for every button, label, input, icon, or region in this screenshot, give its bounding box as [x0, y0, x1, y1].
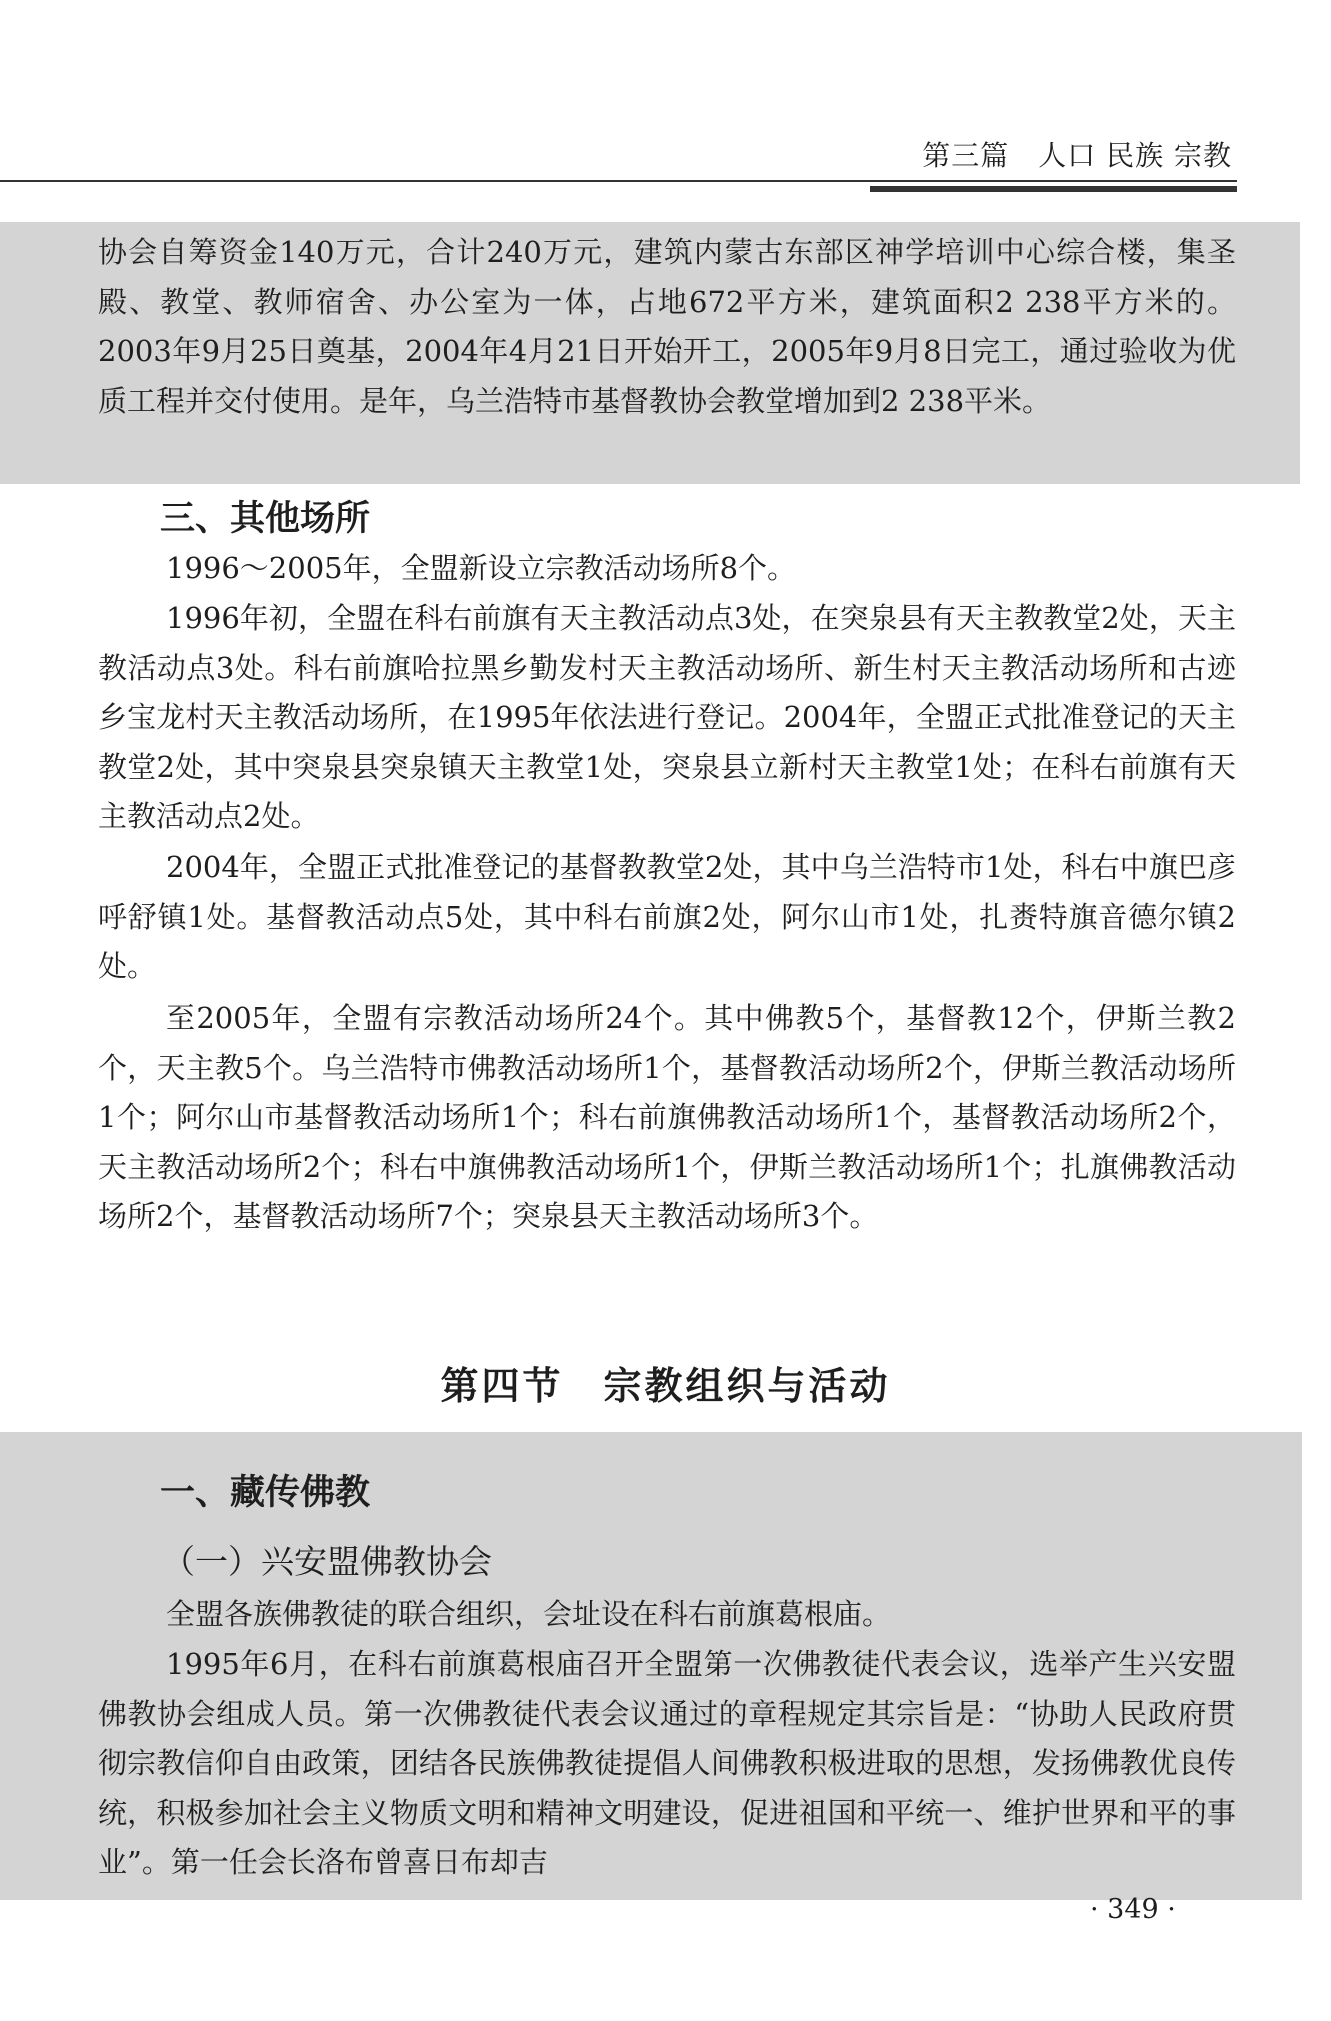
page-number: · 349 ·	[1090, 1894, 1176, 1925]
running-header: 第三篇 人口 民族 宗教	[922, 139, 1232, 172]
heading-tibetan-buddhism: 一、藏传佛教	[160, 1473, 371, 1513]
paragraph-association-seat: 全盟各族佛教徒的联合组织，会址设在科右前旗葛根庙。	[166, 1597, 892, 1631]
section-number: 第四节	[440, 1364, 564, 1408]
paragraph-protestant-sites: 2004年，全盟正式批准登记的基督教教堂2处，其中乌兰浩特市1处，科右中旗巴彦呼舒镇1处。基督教活动点5处，其中科右前旗2处，阿尔山市1处，扎赉特旗音德尔镇2处。	[98, 850, 1236, 983]
paragraph-catholic-sites: 1996年初，全盟在科右前旗有天主教活动点3处，在突泉县有天主教教堂2处，天主教活动点3处。科右前旗哈拉黑乡勤发村天主教活动场所、新生村天主教活动场所和古迹乡宝龙村天主教活动场所，在1995年依法进行登记。2004年，全盟正式批准登记的天主教堂2处，其中突泉县突泉镇天主教堂1处，突泉县立新村天主教堂1处；在科右前旗有天主教活动点2处。	[98, 601, 1236, 833]
paragraph-new-sites: 1996～2005年，全盟新设立宗教活动场所8个。	[166, 551, 797, 585]
paragraph-first-congress: 1995年6月，在科右前旗葛根庙召开全盟第一次佛教徒代表会议，选举产生兴安盟佛教协会组成人员。第一次佛教徒代表会议通过的章程规定其宗旨是：“协助人民政府贯彻宗教信仰自由政策，团结各民族佛教徒提倡人间佛教积极进取的思想，发扬佛教优良传统，积极参加社会主义物质文明和精神文明建设，促进祖国和平统一、维护世界和平的事业”。第一任会长洛布曾喜日布却吉	[98, 1647, 1236, 1879]
paragraph-continued: 协会自筹资金140万元，合计240万元，建筑内蒙古东部区神学培训中心综合楼，集圣殿、教堂、教师宿舍、办公室为一体，占地672平方米，建筑面积2 238平方米的。2003年9月25日奠基，2004年4月21日开始开工，2005年9月8日完工，通过验收为优质工程并交付使用。是年，乌兰浩特市基督教协会教堂增加到2 238平米。	[98, 235, 1236, 418]
paragraph-total-sites: 至2005年，全盟有宗教活动场所24个。其中佛教5个，基督教12个，伊斯兰教2个，天主教5个。乌兰浩特市佛教活动场所1个，基督教活动场所2个，伊斯兰教活动场所1个；阿尔山市基督教活动场所1个；科右前旗佛教活动场所1个，基督教活动场所2个，天主教活动场所2个；科右中旗佛教活动场所1个，伊斯兰教活动场所1个；扎旗佛教活动场所2个，基督教活动场所7个；突泉县天主教活动场所3个。	[98, 1001, 1236, 1233]
subheading-buddhist-association: （一）兴安盟佛教协会	[162, 1542, 492, 1581]
section-heading	[0, 1355, 1331, 1410]
heading-other-places: 三、其他场所	[160, 499, 371, 539]
header-rule-thin	[0, 180, 1237, 182]
header-rule-thick	[870, 186, 1237, 192]
section-title: 宗教组织与活动	[603, 1364, 891, 1408]
